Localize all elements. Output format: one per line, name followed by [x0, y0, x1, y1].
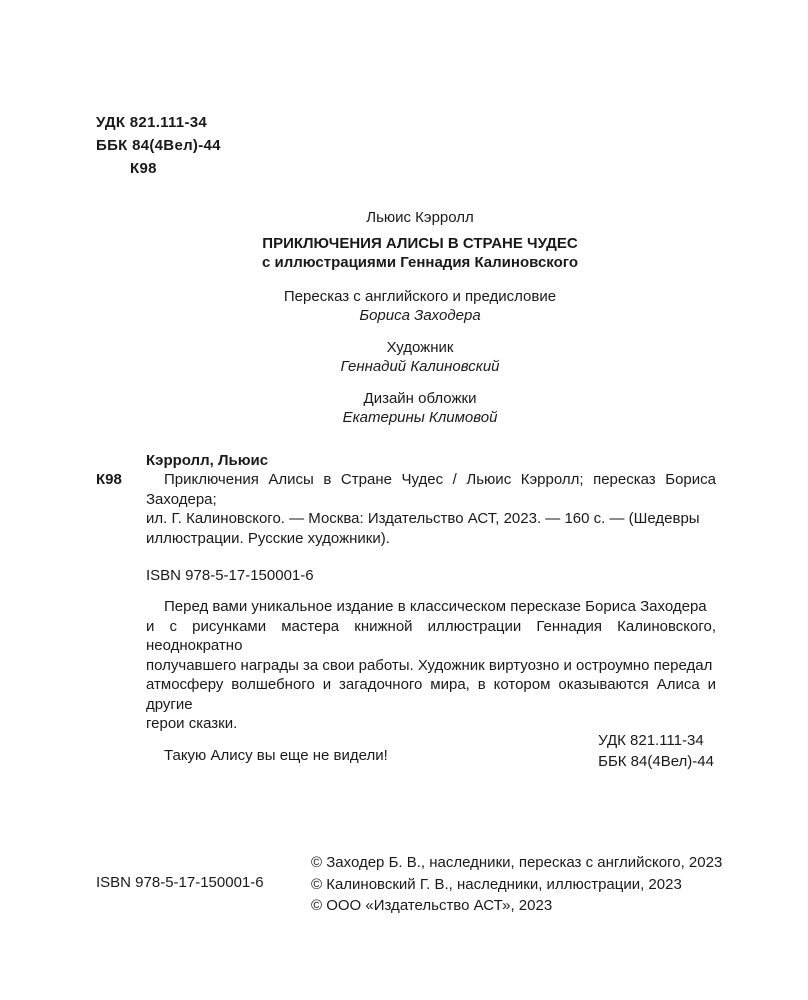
entry-heading: Кэрролл, Льюис: [146, 452, 269, 469]
author-mark: К98: [130, 160, 157, 177]
artist-name: Геннадий Калиновский: [340, 358, 500, 375]
entry-isbn: ISBN 978-5-17-150001-6: [146, 567, 314, 584]
annotation-line-3: получавшего награды за свои работы. Художник виртуозно и остроумно передал: [146, 656, 713, 674]
classification-codes: [96, 111, 221, 180]
cover-label: Дизайн обложки: [363, 390, 477, 407]
udk-code: УДК 821.111-34: [96, 114, 208, 131]
udk-code-bottom: УДК 821.111-34: [598, 732, 704, 749]
cover-name: Екатерины Климовой: [342, 409, 498, 426]
copyright-line-2: © Калиновский Г. В., наследники, иллюстрации, 2023: [311, 875, 682, 893]
bbk-code-bottom: ББК 84(4Вел)-44: [598, 753, 714, 770]
copyright-line-3: © ООО «Издательство АСТ», 2023: [311, 897, 553, 914]
book-title: ПРИКЛЮЧЕНИЯ АЛИСЫ В СТРАНЕ ЧУДЕС: [262, 235, 578, 252]
title-block: [190, 208, 650, 427]
footer-isbn: ISBN 978-5-17-150001-6: [96, 874, 264, 891]
entry-line-1: Приключения Алисы в Стране Чудес / Льюис Кэрролл; пересказ Бориса Заходера;: [146, 471, 716, 508]
bbk-code: ББК 84(4Вел)-44: [96, 137, 221, 154]
annotation-line-1: Перед вами уникальное издание в классическом пересказе Бориса Заходера: [164, 598, 707, 615]
annotation-line-2: и с рисунками мастера книжной иллюстрации Геннадия Калиновского, неоднократно: [146, 617, 716, 654]
book-subtitle: с иллюстрациями Геннадия Калиновского: [261, 254, 578, 271]
entry-line-2: ил. Г. Калиновского. — Москва: Издательство АСТ, 2023. — 160 с. — (Шедевры: [146, 510, 700, 527]
copyright-line-1: © Заходер Б. В., наследники, пересказ с английского, 2023: [311, 854, 723, 871]
entry-author-mark: К98: [96, 471, 122, 488]
bibliographic-entry: [146, 451, 716, 585]
retelling-label: Пересказ с английского и предисловие: [283, 288, 557, 305]
entry-line-3: иллюстрации. Русские художники).: [146, 529, 390, 547]
classification-codes-bottom: [598, 730, 714, 772]
author-name: Льюис Кэрролл: [366, 209, 474, 226]
artist-label: Художник: [386, 339, 454, 356]
retelling-name: Бориса Заходера: [359, 307, 481, 324]
copyright-block: [311, 852, 722, 917]
annotation-line-4: атмосферу волшебного и загадочного мира, в котором оказываются Алиса и другие: [146, 676, 716, 713]
annotation-line-5: герои сказки.: [146, 715, 238, 732]
annotation-closing: Такую Алису вы еще не видели!: [164, 746, 388, 764]
